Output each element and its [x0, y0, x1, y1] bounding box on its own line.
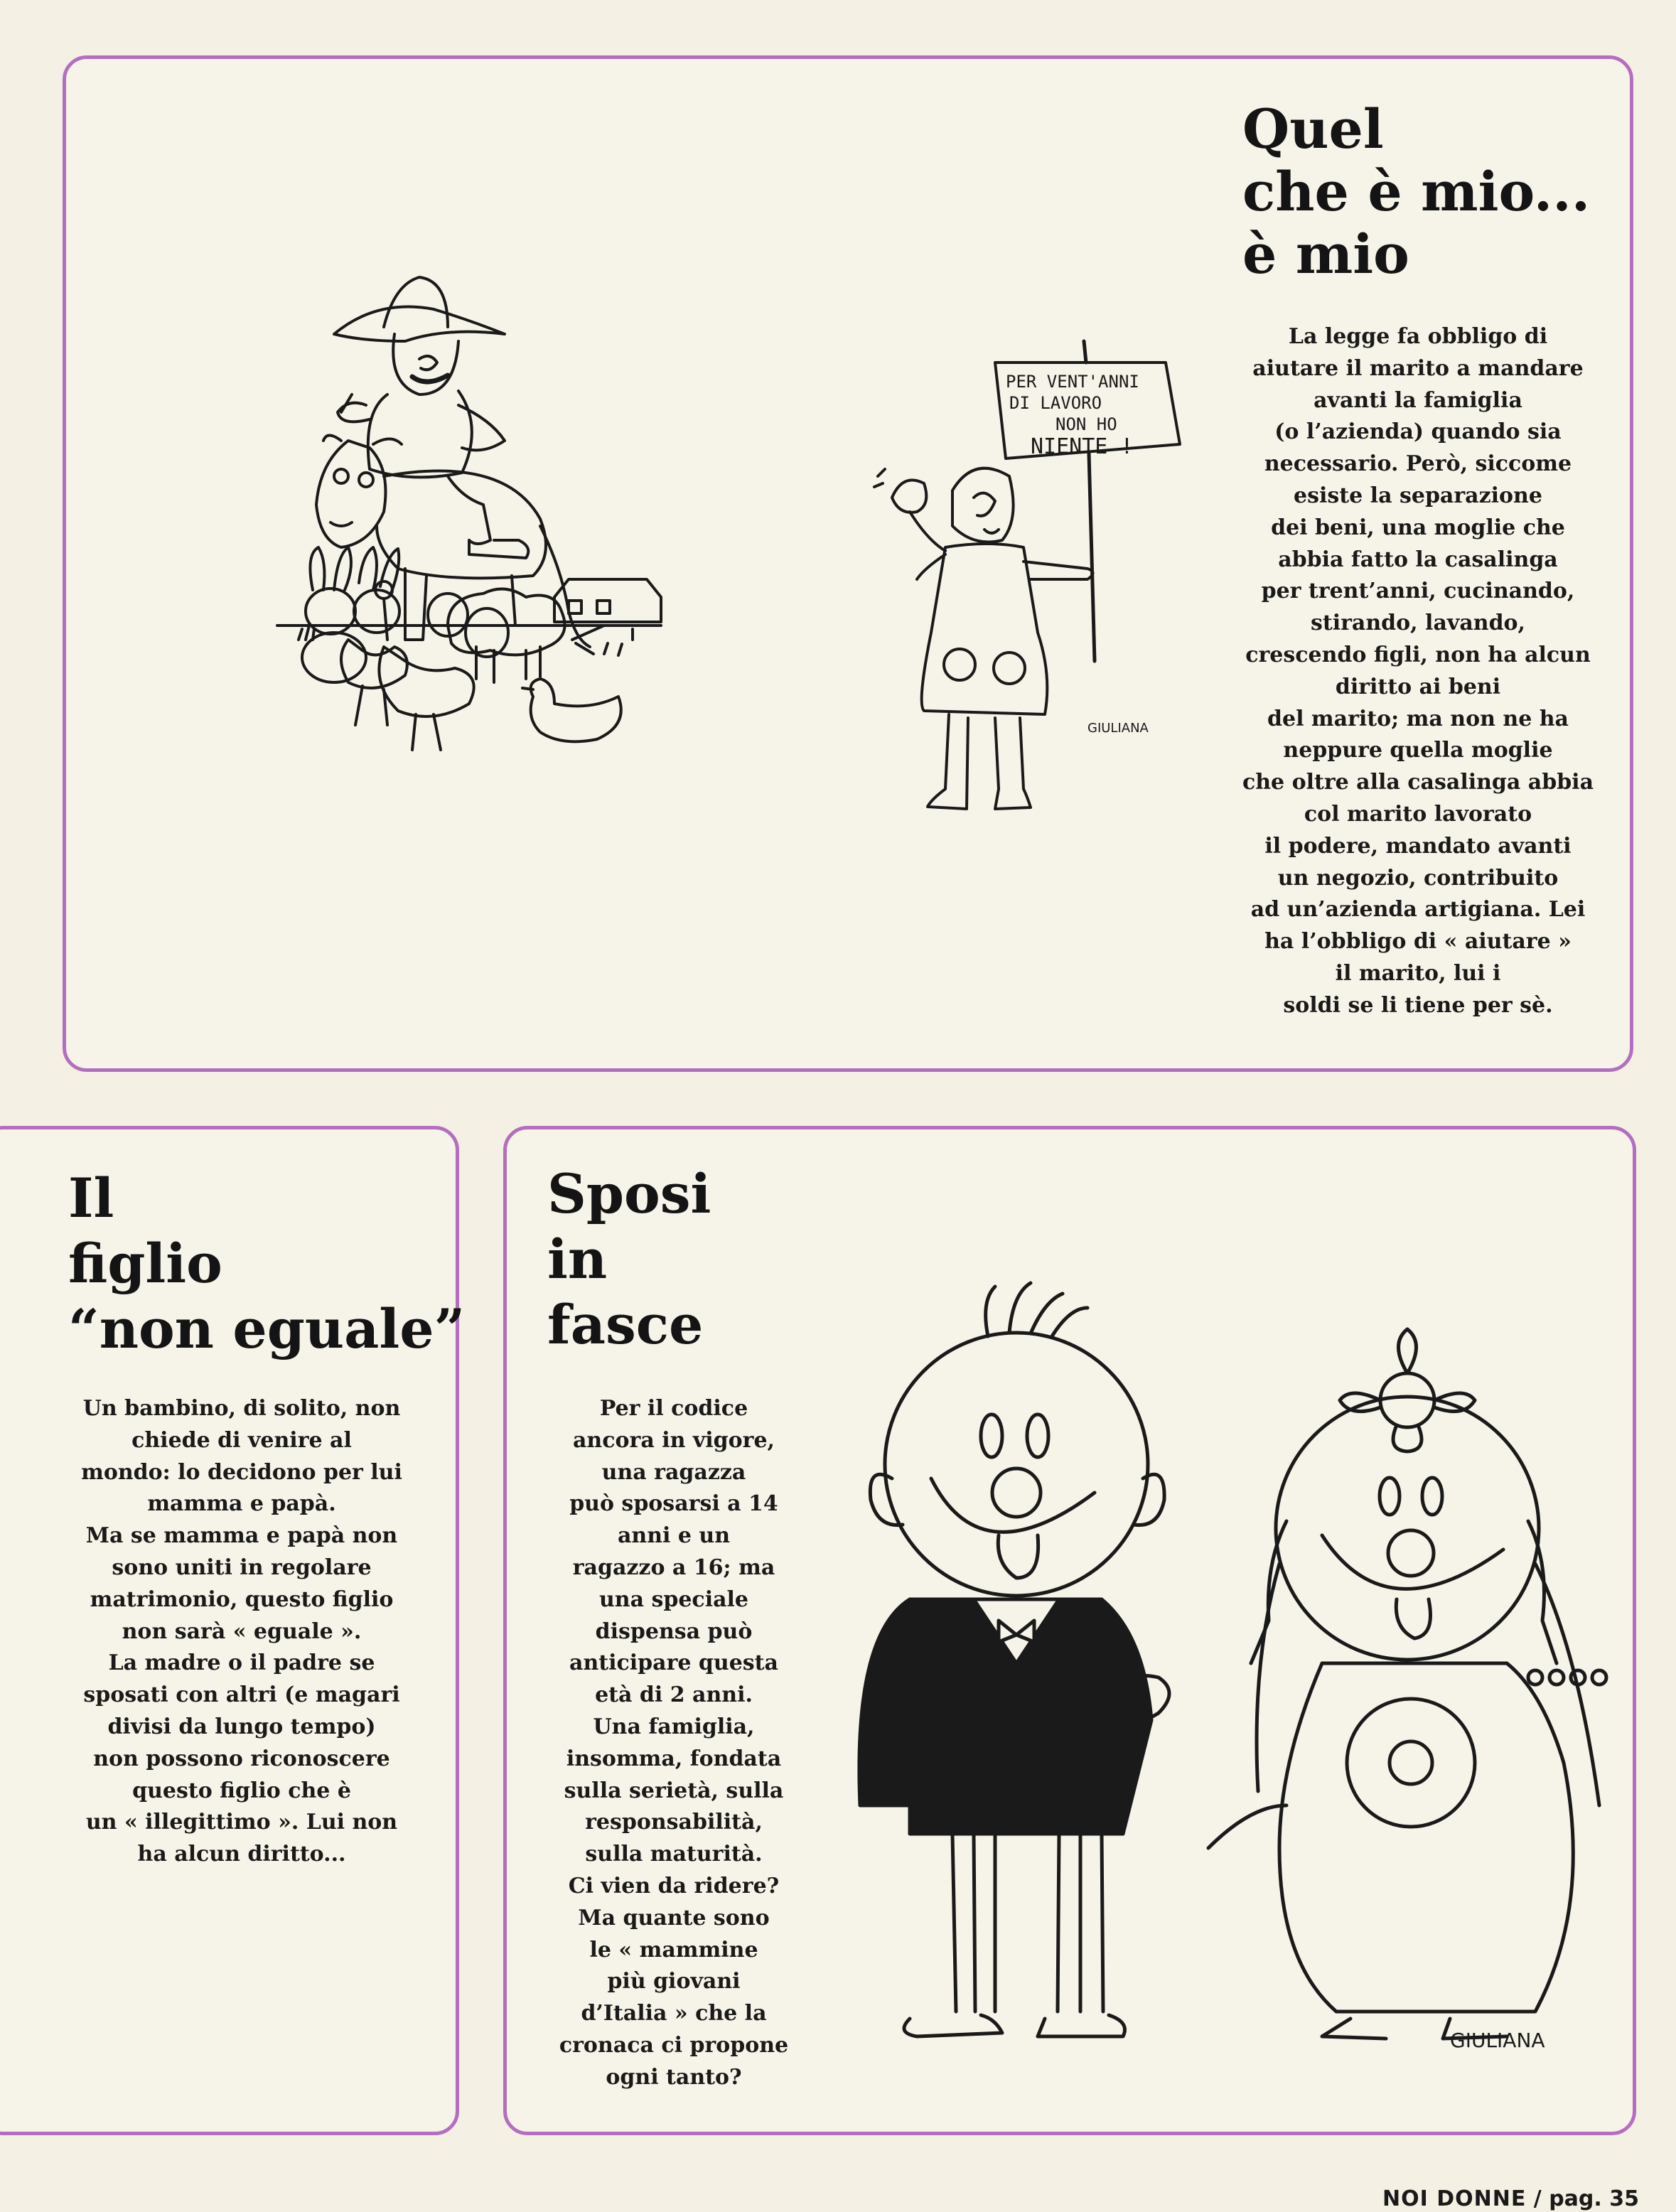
body-line: insomma, fondata — [566, 1746, 782, 1771]
article-body-top — [1237, 321, 1599, 1022]
body-line: mondo: lo decidono per lui — [81, 1459, 402, 1485]
body-line: matrimonio, questo figlio — [90, 1586, 394, 1612]
sign-line-4: NIENTE ! — [1031, 434, 1134, 459]
body-line: il podere, mandato avanti — [1264, 833, 1572, 859]
body-line: ancora in vigore, — [572, 1427, 775, 1453]
body-line: una ragazza — [601, 1459, 746, 1485]
title-line: Quel — [1242, 97, 1384, 161]
body-line: il marito, lui i — [1335, 960, 1501, 986]
body-line: che oltre alla casalinga abbia — [1242, 770, 1594, 795]
body-line: anticipare questa — [569, 1650, 778, 1676]
body-line: dispensa può — [595, 1618, 753, 1644]
body-line: può sposarsi a 14 — [569, 1491, 778, 1517]
body-line: neppure quella moglie — [1283, 738, 1553, 763]
body-line: ragazzo a 16; ma — [572, 1555, 775, 1580]
body-line: sulla serietà, sulla — [564, 1778, 784, 1803]
body-line: esiste la separazione — [1294, 483, 1542, 508]
woman-with-sign-illustration — [867, 334, 1201, 817]
signature-top: GIULIANA — [1087, 721, 1149, 736]
body-line: avanti la famiglia — [1314, 387, 1522, 413]
page-footer — [1382, 2186, 1639, 2211]
body-line: dei beni, una moglie che — [1271, 515, 1565, 540]
body-line: anni e un — [617, 1523, 731, 1549]
body-line: necessario. Però, siccome — [1264, 451, 1572, 477]
body-line: un negozio, contribuito — [1277, 865, 1559, 891]
title-line: Sposi — [547, 1162, 711, 1225]
body-line: ha l’obbligo di « aiutare » — [1264, 929, 1572, 955]
body-line: ad un’azienda artigiana. Lei — [1250, 897, 1586, 923]
body-line: non possono riconoscere — [93, 1746, 390, 1771]
body-line: ogni tanto? — [606, 2064, 742, 2090]
body-line: chiede di venire al — [131, 1427, 352, 1453]
body-line: del marito; ma non ne ha — [1267, 706, 1569, 731]
body-line: le « mammine — [589, 1937, 758, 1963]
body-line: una speciale — [598, 1586, 749, 1612]
body-line: sulla maturità. — [585, 1842, 763, 1867]
body-line: La legge fa obbligo di — [1288, 324, 1548, 349]
sign-line-2: DI LAVORO — [1009, 393, 1102, 413]
farmer-illustration — [235, 242, 874, 881]
body-line: col marito lavorato — [1304, 801, 1532, 827]
sign-line-1: PER VENT'ANNI — [1006, 372, 1139, 392]
child-couple-illustration — [824, 1265, 1621, 2054]
article-title-right — [547, 1161, 711, 1358]
title-line: Il — [68, 1166, 114, 1230]
body-line: più giovani — [607, 1969, 741, 1994]
title-line: fasce — [547, 1293, 704, 1356]
magazine-name: NOI DONNE — [1382, 2186, 1527, 2211]
article-title-top — [1242, 98, 1590, 286]
title-line: in — [547, 1228, 608, 1291]
body-line: stirando, lavando, — [1310, 611, 1526, 636]
body-line: divisi da lungo tempo) — [107, 1714, 376, 1739]
body-line: La madre o il padre se — [108, 1650, 375, 1676]
body-line: per trent’anni, cucinando, — [1261, 579, 1575, 604]
body-line: Per il codice — [599, 1396, 748, 1421]
article-body-left — [64, 1393, 419, 1871]
body-line: crescendo figli, non ha alcun — [1245, 642, 1591, 667]
body-line: età di 2 anni. — [595, 1682, 753, 1708]
signature-couple: GIULIANA — [1450, 2029, 1545, 2052]
article-title-left — [68, 1166, 465, 1362]
body-line: un « illegittimo ». Lui non — [85, 1810, 398, 1835]
body-line: soldi se li tiene per sè. — [1283, 992, 1553, 1018]
body-line: aiutare il marito a mandare — [1252, 355, 1584, 381]
body-line: responsabilità, — [585, 1810, 763, 1835]
body-line: sono uniti in regolare — [112, 1555, 372, 1580]
title-line: è mio — [1242, 222, 1409, 286]
page-number: pag. 35 — [1549, 2186, 1639, 2211]
body-line: Ma se mamma e papà non — [85, 1523, 398, 1549]
body-line: cronaca ci propone — [559, 2032, 789, 2058]
body-line: diritto ai beni — [1335, 674, 1501, 699]
body-line: Una famiglia, — [593, 1714, 755, 1739]
body-line: (o l’azienda) quando sia — [1274, 419, 1562, 445]
sign-line-3: NON HO — [1055, 414, 1117, 434]
body-line: Ci vien da ridere? — [568, 1873, 780, 1899]
title-line: figlio — [68, 1232, 222, 1295]
body-line: Un bambino, di solito, non — [82, 1396, 401, 1421]
body-line: ha alcun diritto... — [137, 1842, 346, 1867]
article-body-right — [532, 1393, 816, 2094]
title-line: che è mio... — [1242, 160, 1591, 223]
body-line: d’Italia » che la — [581, 2001, 767, 2026]
body-line: questo figlio che è — [132, 1778, 351, 1803]
body-line: abbia fatto la casalinga — [1278, 547, 1558, 572]
body-line: Ma quante sono — [578, 1905, 770, 1931]
title-line: “non eguale” — [68, 1297, 466, 1360]
body-line: mamma e papà. — [147, 1491, 336, 1517]
footer-separator: / — [1533, 2186, 1542, 2211]
body-line: sposati con altri (e magari — [83, 1682, 400, 1708]
body-line: non sarà « eguale ». — [122, 1618, 362, 1644]
